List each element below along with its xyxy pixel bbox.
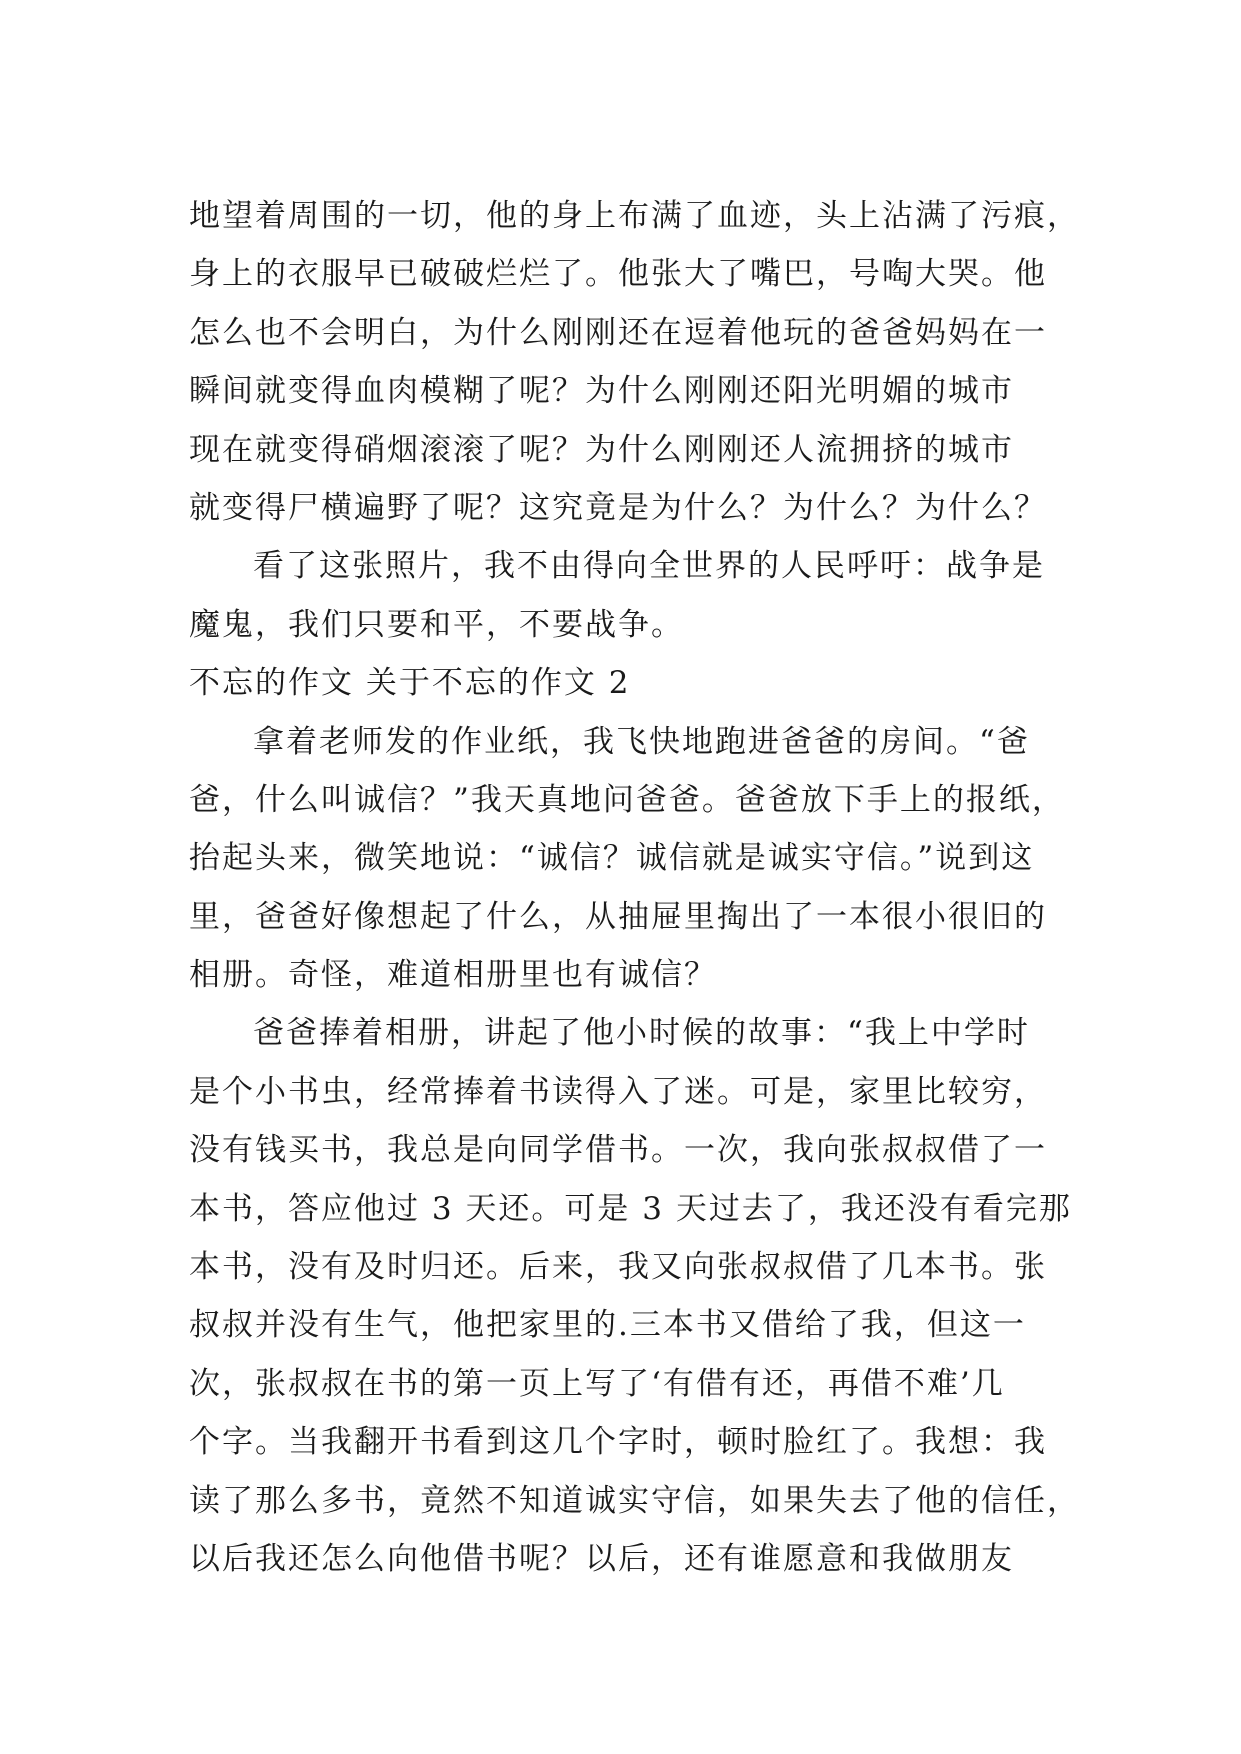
text-line: 本书，没有及时归还。后来，我又向张叔叔借了几本书。张 bbox=[189, 1249, 1047, 1286]
text-line: 魔鬼，我们只要和平，不要战争。 bbox=[189, 606, 684, 643]
text-line: 瞬间就变得血肉模糊了呢？为什么刚刚还阳光明媚的城市 bbox=[189, 373, 1014, 410]
paragraph-first-line: 拿着老师发的作业纸，我飞快地跑进爸爸的房间。“爸 bbox=[253, 723, 1030, 760]
paragraph-first-line: 看了这张照片，我不由得向全世界的人民呼吁：战争是 bbox=[253, 548, 1045, 585]
text-line: 没有钱买书，我总是向同学借书。一次，我向张叔叔借了一 bbox=[189, 1132, 1047, 1169]
text-line: 抬起头来，微笑地说：“诚信？诚信就是诚实守信。”说到这 bbox=[189, 840, 1035, 877]
text-line: 现在就变得硝烟滚滚了呢？为什么刚刚还人流拥挤的城市 bbox=[189, 431, 1014, 468]
text-line: 叔叔并没有生气，他把家里的.三本书又借给了我，但这一 bbox=[189, 1307, 1026, 1344]
text-line: 相册。奇怪，难道相册里也有诚信？ bbox=[189, 957, 717, 994]
text-line: 爸，什么叫诚信？”我天真地问爸爸。爸爸放下手上的报纸， bbox=[189, 781, 1065, 818]
text-line: 是个小书虫，经常捧着书读得入了迷。可是，家里比较穷， bbox=[189, 1073, 1047, 1110]
text-line: 读了那么多书，竟然不知道诚实守信，如果失去了他的信任， bbox=[189, 1482, 1080, 1519]
text-line: 本书，答应他过 3 天还。可是 3 天过去了，我还没有看完那 bbox=[189, 1190, 1072, 1227]
text-line: 里，爸爸好像想起了什么，从抽屉里掏出了一本很小很旧的 bbox=[189, 898, 1047, 935]
text-line: 个字。当我翻开书看到这几个字时，顿时脸红了。我想：我 bbox=[189, 1424, 1047, 1461]
text-line: 就变得尸横遍野了呢？这究竟是为什么？为什么？为什么？ bbox=[189, 489, 1047, 526]
text-line: 以后我还怎么向他借书呢？以后，还有谁愿意和我做朋友 bbox=[189, 1540, 1014, 1577]
paragraph-first-line: 爸爸捧着相册，讲起了他小时候的故事：“我上中学时 bbox=[253, 1015, 1030, 1052]
text-line: 地望着周围的一切，他的身上布满了血迹，头上沾满了污痕， bbox=[189, 198, 1080, 234]
document-body bbox=[189, 187, 1080, 1588]
section-heading: 不忘的作文 关于不忘的作文 2 bbox=[189, 665, 631, 702]
text-line: 怎么也不会明白，为什么刚刚还在逗着他玩的爸爸妈妈在一 bbox=[189, 314, 1047, 351]
text-line: 次，张叔叔在书的第一页上写了‘有借有还，再借不难’几 bbox=[189, 1365, 1005, 1402]
text-line: 身上的衣服早已破破烂烂了。他张大了嘴巴，号啕大哭。他 bbox=[189, 256, 1047, 293]
